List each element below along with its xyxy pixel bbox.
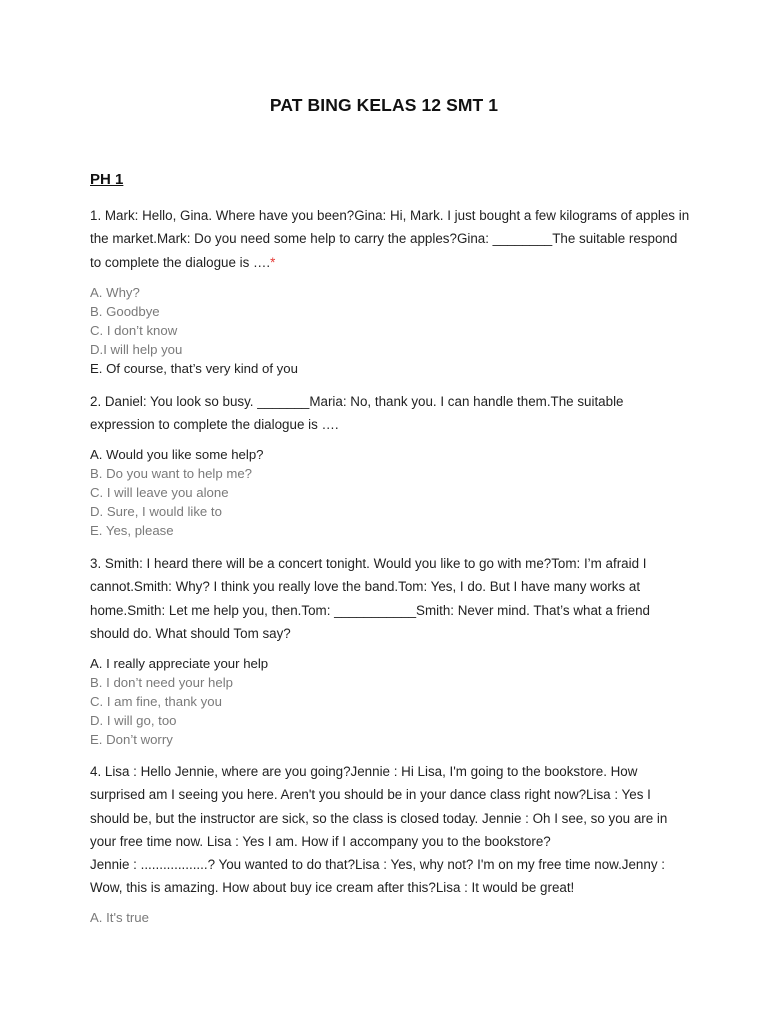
page-title: PAT BING KELAS 12 SMT 1: [269, 95, 499, 115]
option-a[interactable]: A. Would you like some help?: [90, 447, 264, 462]
question-1: [90, 204, 690, 274]
question-3: [90, 552, 690, 645]
section-heading: PH 1: [90, 171, 124, 188]
required-marker: *: [270, 254, 276, 270]
option-b[interactable]: B. I don’t need your help: [90, 675, 233, 690]
question-2-text: 2. Daniel: You look so busy. _______Maria: No, thank you. I can handle them.The suitable expression to complete the dialogue is ….: [90, 394, 624, 433]
option-c[interactable]: C. I will leave you alone: [90, 485, 229, 500]
option-a[interactable]: A. Why?: [90, 285, 140, 300]
option-e[interactable]: E. Yes, please: [90, 523, 174, 538]
option-c[interactable]: C. I am fine, thank you: [90, 694, 222, 709]
option-d[interactable]: D.I will help you: [90, 342, 183, 357]
option-b[interactable]: B. Goodbye: [90, 304, 160, 319]
question-4-text: 4. Lisa : Hello Jennie, where are you going?Jennie : Hi Lisa, I'm going to the bookstore. How surprised am I seeing you here. Aren't you should be in your dance class right now?Lisa : Yes I should be, but the instructor are sick, so the class is closed today. Jennie : Oh I see, so you are in your free time now. Lisa : Yes I am. How if I accompany you to the bookstore?: [90, 764, 668, 849]
option-a[interactable]: A. I really appreciate your help: [90, 656, 269, 671]
option-e[interactable]: E. Don’t worry: [90, 732, 173, 747]
question-4-options: [90, 908, 690, 927]
option-e[interactable]: E. Of course, that’s very kind of you: [90, 361, 298, 376]
question-2: [90, 390, 690, 437]
option-c[interactable]: C. I don’t know: [90, 323, 178, 338]
question-4: [90, 760, 690, 900]
option-d[interactable]: D. I will go, too: [90, 713, 177, 728]
question-2-options: [90, 445, 690, 540]
option-b[interactable]: B. Do you want to help me?: [90, 466, 253, 481]
question-1-options: [90, 283, 690, 378]
question-3-text: 3. Smith: I heard there will be a concert tonight. Would you like to go with me?Tom: I’m afraid I cannot.Smith: Why? I think you really love the band.Tom: Yes, I do. But I have many works at home.Smith: Let me help you, then.Tom: ___________Smith: Never mind. That’s what a friend should do. What should Tom say?: [90, 556, 650, 641]
question-1-text: 1. Mark: Hello, Gina. Where have you been?Gina: Hi, Mark. I just bought a few kilograms of apples in the market.Mark: Do you need some help to carry the apples?Gina: ________The suitable respond to complete the dialogue is ….: [90, 208, 690, 270]
option-a[interactable]: A. It's true: [90, 910, 149, 925]
question-3-options: [90, 654, 690, 749]
option-d[interactable]: D. Sure, I would like to: [90, 504, 222, 519]
question-4-text-continued: Jennie : ..................? You wanted to do that?Lisa : Yes, why not? I'm on my free time now.Jenny : Wow, this is amazing. How about buy ice cream after this?Lisa : It would be great!: [90, 857, 665, 896]
